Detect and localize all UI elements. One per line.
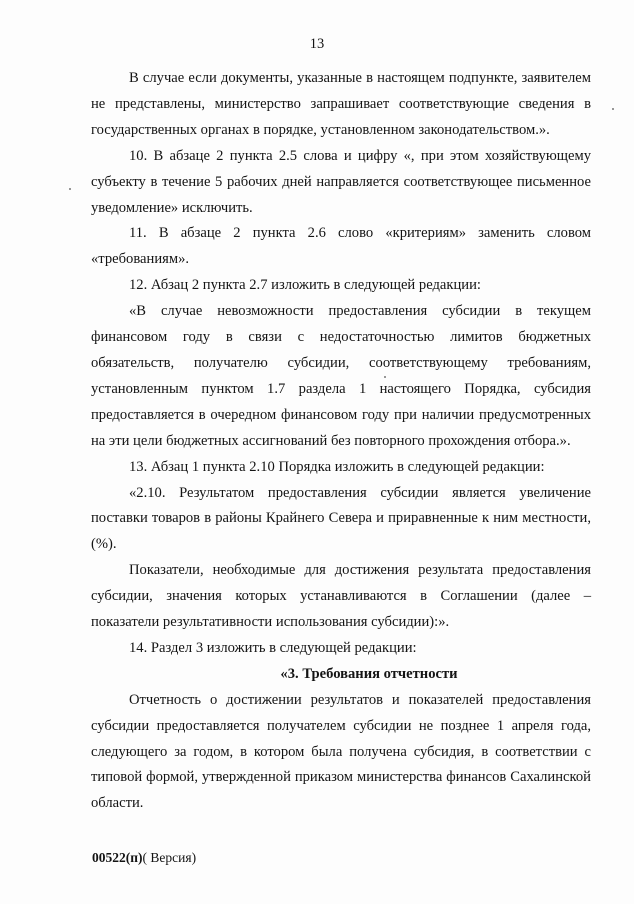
paragraph-item-12-text: «В случае невозможности предоставления субсидии в текущем финансовом году в связи с недостаточностью лимитов бюджетных обязательств, получателю субсидии, соответствующему требованиям, установленным пунктом 1.7 раздела 1 настоящего Порядка, субсидия предоставляется в очередном финансовом году при наличии предусмотренных на эти цели бюджетных ассигнований без повторного прохождения отбора.».: [91, 303, 591, 449]
paragraph-item-14: 14. Раздел 3 изложить в следующей редакции:: [129, 639, 417, 656]
scan-speck: [612, 108, 614, 110]
document-body: [91, 66, 591, 817]
paragraph-item-10: 10. В абзаце 2 пункта 2.5 слова и цифру «, при этом хозяйствующему субъекту в течение 5 рабочих дней направляется соответствующее письменное уведомление» исключить.: [91, 147, 591, 216]
section-heading: «3. Требования отчетности: [280, 665, 458, 682]
paragraph-item-11: 11. В абзаце 2 пункта 2.6 слово «критериям» заменить словом «требованиям».: [91, 225, 591, 268]
paragraph-reporting: Отчетность о достижении результатов и показателей предоставления субсидии предоставляется получателем субсидии не позднее 1 апреля года, следующего за годом, в котором была получена субсидия, в соответствии с типовой формой, утвержденной приказом министерства финансов Сахалинской области.: [91, 691, 591, 812]
scan-speck: [384, 376, 386, 378]
document-version: ( Версия): [142, 850, 197, 865]
paragraph-item-12: 12. Абзац 2 пункта 2.7 изложить в следующей редакции:: [129, 277, 481, 294]
document-code: 00522(п): [92, 850, 143, 865]
paragraph-indicators: Показатели, необходимые для достижения результата предоставления субсидии, значения которых устанавливаются в Соглашении (далее – показатели результативности использования субсидии):».: [91, 562, 591, 631]
paragraph-documents-request: В случае если документы, указанные в настоящем подпункте, заявителем не представлены, министерство запрашивает соответствующие сведения в государственных органах в порядке, установленном законодательством.».: [91, 70, 591, 138]
scan-speck: [69, 188, 71, 190]
paragraph-item-13: 13. Абзац 1 пункта 2.10 Порядка изложить в следующей редакции:: [129, 458, 545, 475]
page-number: 13: [309, 36, 325, 52]
document-footer: [92, 850, 196, 866]
paragraph-item-13-text: «2.10. Результатом предоставления субсидии является увеличение поставки товаров в районы Крайнего Севера и приравненные к ним местности, (%).: [91, 484, 591, 553]
